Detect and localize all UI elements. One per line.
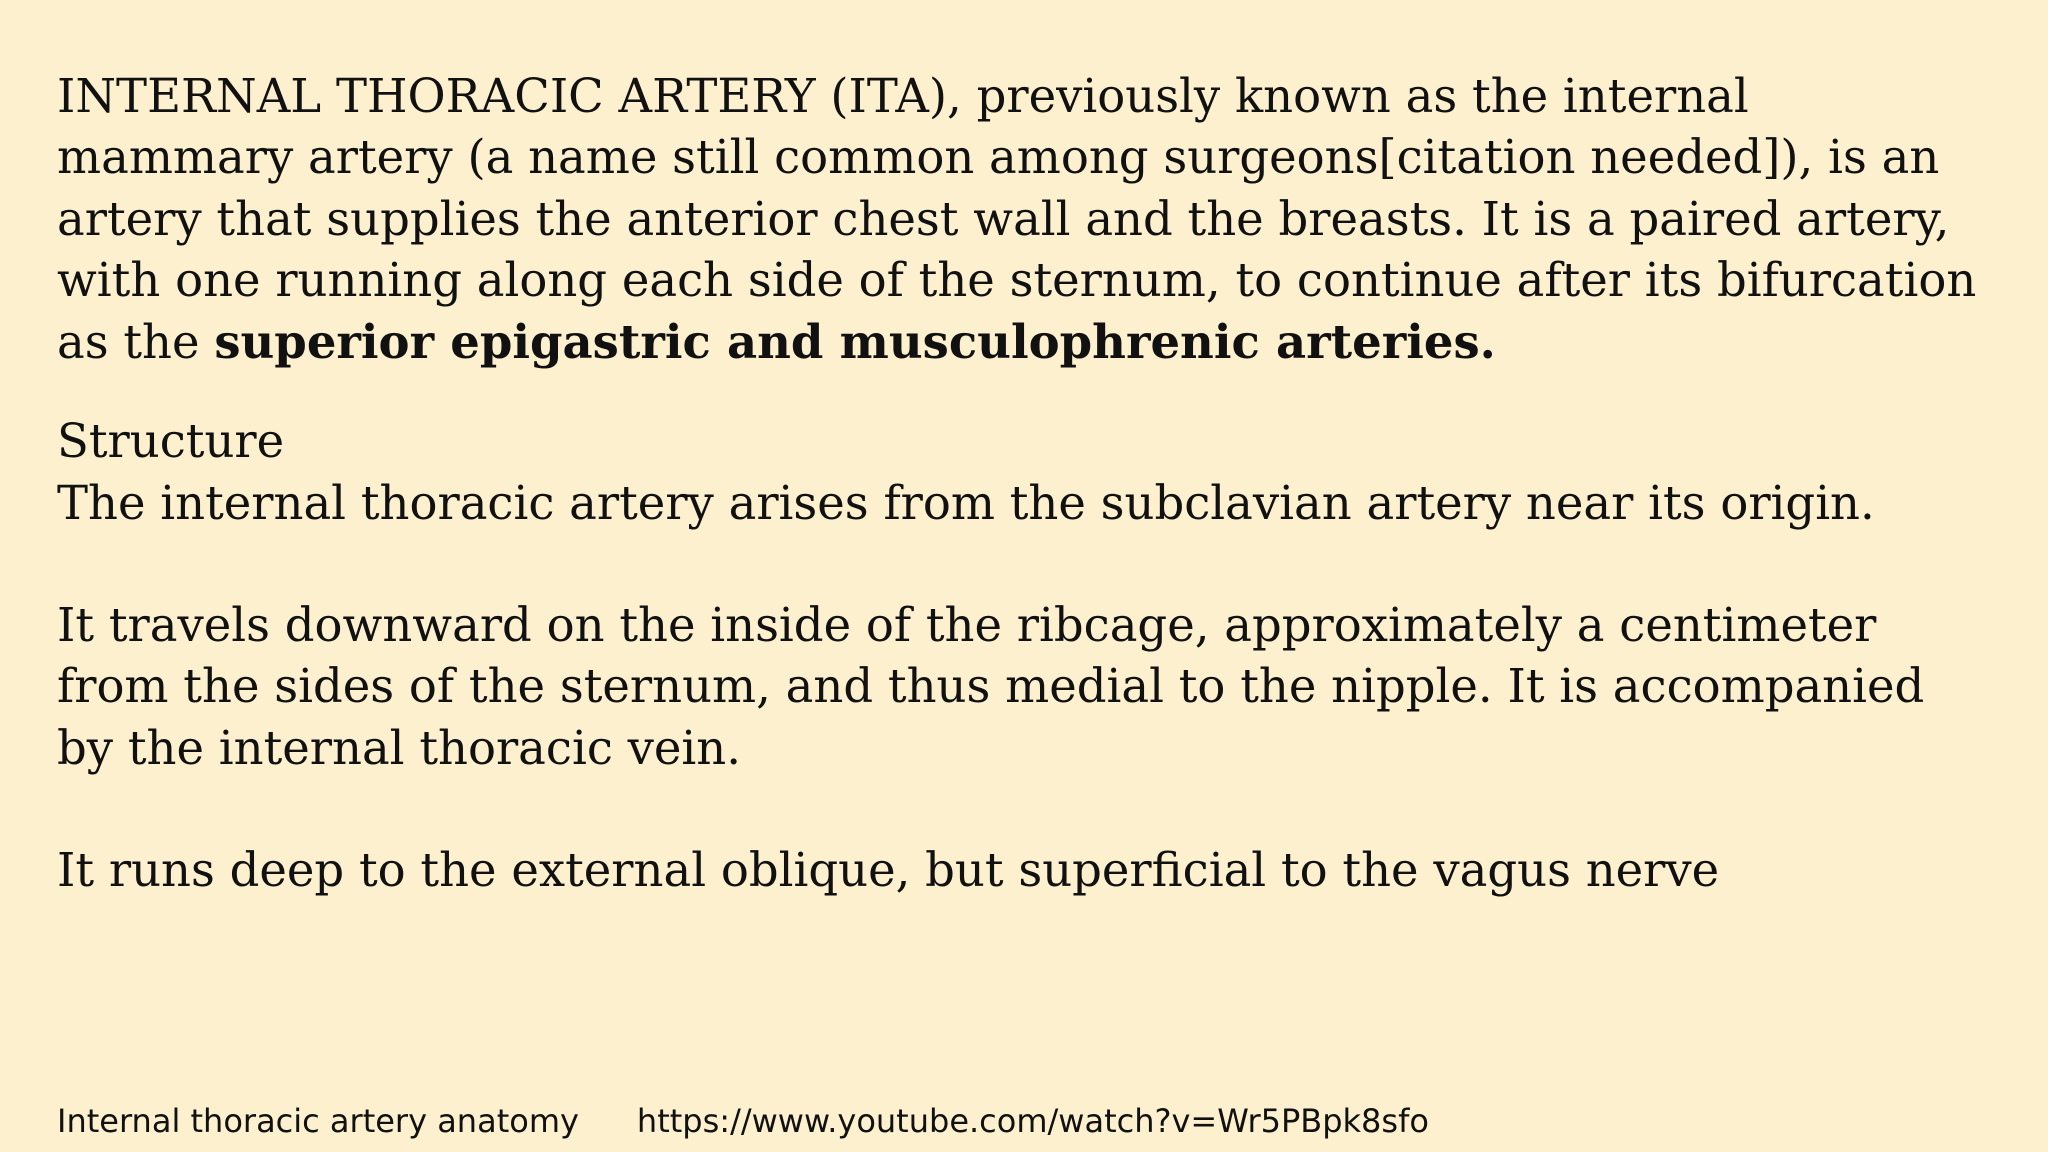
course-line: by the internal thoracic vein. <box>57 720 742 775</box>
course-paragraph <box>57 595 1977 779</box>
footer-video-link[interactable]: https://www.youtube.com/watch?v=Wr5PBpk8sfo <box>636 1102 1429 1140</box>
intro-line: artery that supplies the anterior chest wall and the breasts. It is a paired artery, <box>57 191 1950 246</box>
intro-last-prefix: as the <box>57 315 215 370</box>
structure-origin-text: The internal thoracic artery arises from the subclavian artery near its origin. <box>57 475 1875 530</box>
intro-bold-arteries: superior epigastric and musculophrenic arteries. <box>214 314 1496 370</box>
footer-title: Internal thoracic artery anatomy <box>57 1102 579 1140</box>
slide-body <box>57 66 1977 901</box>
intro-line: with one running along each side of the sternum, to continue after its bifurcation <box>57 252 1977 307</box>
intro-line: mammary artery (a name still common among surgeons[citation needed]), is an <box>57 130 1940 185</box>
course-line: It travels downward on the inside of the ribcage, approximately a centimeter <box>57 598 1877 653</box>
structure-heading: Structure <box>57 414 285 469</box>
intro-paragraph <box>57 66 1977 373</box>
relations-text: It runs deep to the external oblique, but superficial to the vagus nerve <box>57 842 1720 897</box>
intro-line-last <box>57 311 1977 373</box>
footer <box>57 1096 1429 1146</box>
intro-line: INTERNAL THORACIC ARTERY (ITA), previously known as the internal <box>57 69 1749 123</box>
course-line: from the sides of the sternum, and thus medial to the nipple. It is accompanied <box>57 659 1925 714</box>
